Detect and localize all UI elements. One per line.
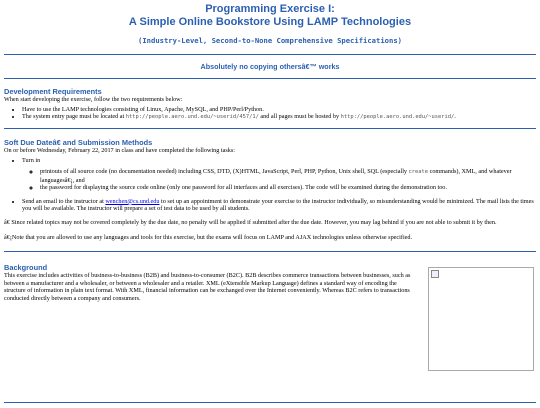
divider xyxy=(4,402,536,403)
motto: Absolutely no copying othersâ€™ works xyxy=(200,62,340,71)
background-section xyxy=(0,263,540,302)
dev-requirements-list xyxy=(0,106,540,122)
footnote-dagger: â€ Since related topics may not be covered completely by the due date, no penalty will be applied if submitted after the due date. However, you may lag behind if you are not able to submit it by then. xyxy=(4,219,497,227)
broken-image xyxy=(428,267,534,371)
footnote-double-dagger: â€¡Note that you are allowed to use any languages and tools for this exercise, but the exams will focus on LAMP and AJAX technologies unless otherwise specified. xyxy=(4,233,413,241)
title-line-1: Programming Exercise I: xyxy=(205,3,335,15)
printouts-text-b: commands), XML, and whatever languagesâ€¡, and xyxy=(40,168,512,184)
dev-requirements-heading: Development Requirements xyxy=(4,87,102,96)
entry-url: http://people.aero.und.edu/~userid/457/1/ xyxy=(125,114,259,120)
turn-in-label: Turn in xyxy=(22,157,41,164)
divider xyxy=(4,54,536,55)
background-text: This exercise includes activities of business-to-business (B2B) and business-to-consumer (B2C). B2B describes commerce transactions between businesses, such as between a manufacturer and a wholesaler, or between a wholesaler and a retailer. XML (eXtensible Markup Language) defines a standard way of encoding the structure of information in plain text format. With XML, financial information can be exchanged over the Internet conveniently. Whereas B2C refers to transactions conducted directly between a company and consumers. xyxy=(4,272,411,303)
background-heading: Background xyxy=(4,263,48,273)
hosted-text: and all pages must be hosted by xyxy=(260,113,340,120)
list-item: • Have to use the LAMP technologies consisting of Linux, Apache, MySQL, and PHP/Perl/Python. xyxy=(22,106,540,113)
page-header xyxy=(0,3,540,45)
printouts-text-a: printouts of all source code (no documentation needed) including CSS, DTD, (X)HTML, JavaScript, Perl, PHP, Python, Unix shell, SQL (especially xyxy=(40,168,408,176)
list-item xyxy=(22,198,540,213)
create-code: create xyxy=(408,169,429,176)
due-tasks-list xyxy=(0,157,540,212)
list-item xyxy=(40,168,540,184)
email-text-a: Send an email to the instructor at xyxy=(22,197,104,205)
instructor-email-link[interactable]: wenchen@cs.und.edu xyxy=(105,197,160,205)
turn-in-sublist xyxy=(22,168,540,191)
due-date-heading: Soft Due Dateâ€ and Submission Methods xyxy=(4,138,153,148)
email-text-b: to set up an appointment to demonstrate your exercise to the instructor individually, so misunderstanding would be minimized. The mail lists the times you will be available. The instructor will prepare a set of test data to be used by all students. xyxy=(22,197,534,213)
list-item: ◦ the password for displaying the source code online (only one password for all interfaces and all exercises). The code will be examined during the demonstration too. xyxy=(40,184,540,191)
entry-text: The system entry page must be located at xyxy=(22,113,125,120)
list-item xyxy=(22,113,540,121)
page-title xyxy=(0,3,540,29)
broken-image-icon xyxy=(431,270,439,278)
list-item xyxy=(22,157,540,192)
period: . xyxy=(454,113,456,120)
due-date-intro: On or before Wednesday, February 22, 2017 in class and have completed the following tasks: xyxy=(4,147,235,155)
hosting-url: http://people.aero.und.edu/~userid/ xyxy=(340,114,455,120)
dev-requirements-intro: When start developing the exercise, follow the two requirements below: xyxy=(4,96,183,103)
title-line-2: A Simple Online Bookstore Using LAMP Technologies xyxy=(128,16,412,28)
page-subtitle: (Industry-Level, Second-to-None Comprehensive Specifications) xyxy=(138,36,402,45)
